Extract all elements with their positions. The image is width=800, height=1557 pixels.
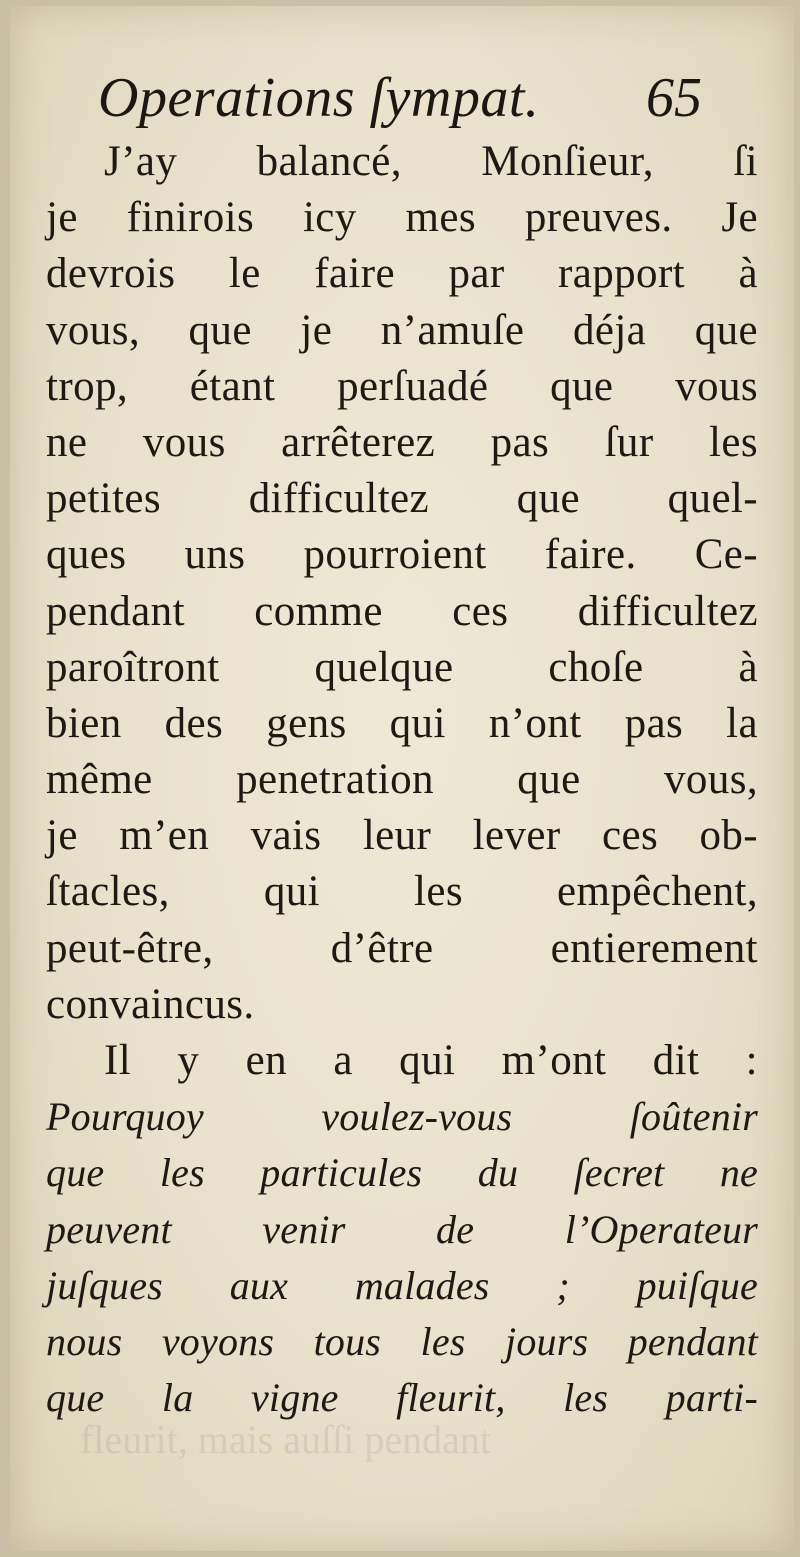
text-line: pendant comme ces difficultez xyxy=(46,587,758,635)
text-line: je m’en vais leur lever ces ob- xyxy=(46,812,758,860)
text-line: même penetration que vous, xyxy=(46,756,758,804)
running-title: Operations ſympat. xyxy=(98,67,540,129)
text-line: petites difficultez que quel- xyxy=(46,475,758,523)
text-line: convaincus. xyxy=(46,980,255,1028)
text-line: Il y en a qui m’ont dit : xyxy=(104,1037,758,1084)
text-line-italic: peuvent venir de l’Operateur xyxy=(46,1206,758,1252)
text-line: paroîtront quelque choſe à xyxy=(46,643,758,691)
page-number: 65 xyxy=(646,67,702,129)
book-page xyxy=(10,6,794,1551)
text-line: bien des gens qui n’ont pas la xyxy=(46,699,758,747)
text-line: ne vous arrêterez pas ſur les xyxy=(46,418,758,466)
text-line-italic: que les particules du ſecret ne xyxy=(46,1150,758,1196)
text-line: peut-être, d’être entierement xyxy=(46,924,758,972)
text-line: je finirois icy mes preuves. Je xyxy=(46,194,758,242)
text-line: vous, que je n’amuſe déja que xyxy=(46,306,758,354)
show-through-text: fleurit, mais auſſi pendant xyxy=(80,1417,491,1462)
text-line: J’ay balancé, Monſieur, ſi xyxy=(104,138,758,185)
body-text xyxy=(46,134,758,1426)
text-line: ques uns pourroient faire. Ce- xyxy=(46,531,758,579)
text-line-italic: que la vigne fleurit, les parti- xyxy=(46,1375,758,1421)
text-line: trop, étant perſuadé que vous xyxy=(46,362,758,410)
text-line: ſtacles, qui les empêchent, xyxy=(46,868,758,916)
text-line: devrois le faire par rapport à xyxy=(46,250,758,298)
text-line-italic: juſques aux malades ; puiſque xyxy=(46,1262,758,1308)
text-line-italic: nous voyons tous les jours pendant xyxy=(46,1318,758,1364)
text-line-italic: Pourquoy voulez-vous ſoûtenir xyxy=(46,1094,758,1140)
